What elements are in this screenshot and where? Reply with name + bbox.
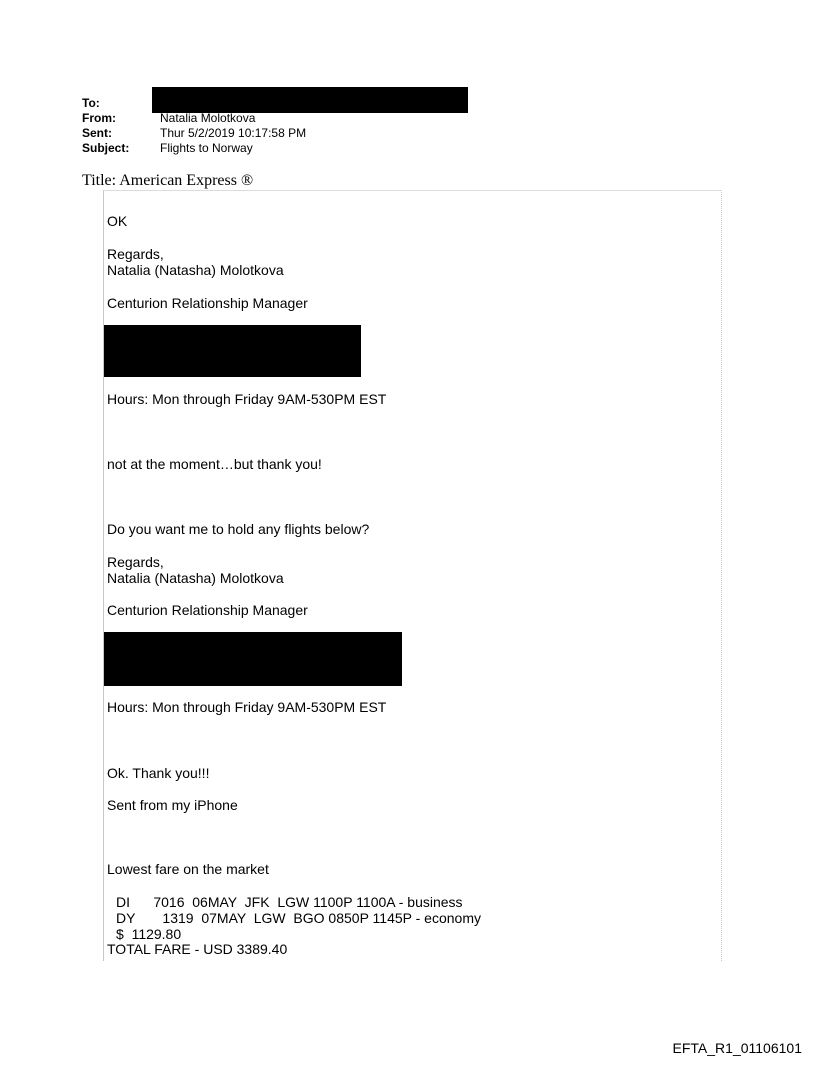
from-value: Natalia Molotkova xyxy=(160,111,256,125)
msg1-hours: Hours: Mon through Friday 9AM-530PM EST xyxy=(107,391,387,407)
msg4-text: Ok. Thank you!!! xyxy=(107,765,210,781)
subject-label: Subject: xyxy=(82,141,130,155)
msg3-text: Do you want me to hold any flights below? xyxy=(107,521,370,537)
msg2-text: not at the moment…but thank you! xyxy=(107,456,322,472)
total-fare-line: TOTAL FARE - USD 3389.40 xyxy=(107,941,288,957)
title-line: Title: American Express ® xyxy=(82,172,254,189)
msg4-sent-from: Sent from my iPhone xyxy=(107,797,238,813)
msg1-signature-role: Centurion Relationship Manager xyxy=(107,295,308,311)
to-label: To: xyxy=(82,96,100,110)
to-row xyxy=(82,96,306,111)
from-row xyxy=(82,111,306,126)
msg1-text: OK xyxy=(107,213,128,229)
msg3-signature-role: Centurion Relationship Manager xyxy=(107,602,308,618)
sent-label: Sent: xyxy=(82,126,112,140)
redaction-bar-signature-1 xyxy=(104,325,361,377)
msg3-signature-name: Natalia (Natasha) Molotkova xyxy=(107,570,284,586)
from-label: From: xyxy=(82,111,116,125)
flight-line-1: DI 7016 06MAY JFK LGW 1100P 1100A - business xyxy=(116,894,463,910)
msg5-text: Lowest fare on the market xyxy=(107,861,269,877)
sent-value: Thur 5/2/2019 10:17:58 PM xyxy=(160,126,307,140)
msg1-signature-name: Natalia (Natasha) Molotkova xyxy=(107,262,284,278)
email-header xyxy=(82,96,306,156)
redaction-bar-signature-2 xyxy=(104,632,402,686)
fare-line: $ 1129.80 xyxy=(116,926,182,942)
document-id: EFTA_R1_01106101 xyxy=(672,1040,802,1056)
subject-value: Flights to Norway xyxy=(160,141,253,155)
msg1-regards: Regards, xyxy=(107,246,164,262)
msg3-hours: Hours: Mon through Friday 9AM-530PM EST xyxy=(107,699,387,715)
msg3-regards: Regards, xyxy=(107,554,164,570)
flight-line-2: DY 1319 07MAY LGW BGO 0850P 1145P - economy xyxy=(116,910,481,926)
subject-row xyxy=(82,141,306,156)
sent-row xyxy=(82,126,306,141)
